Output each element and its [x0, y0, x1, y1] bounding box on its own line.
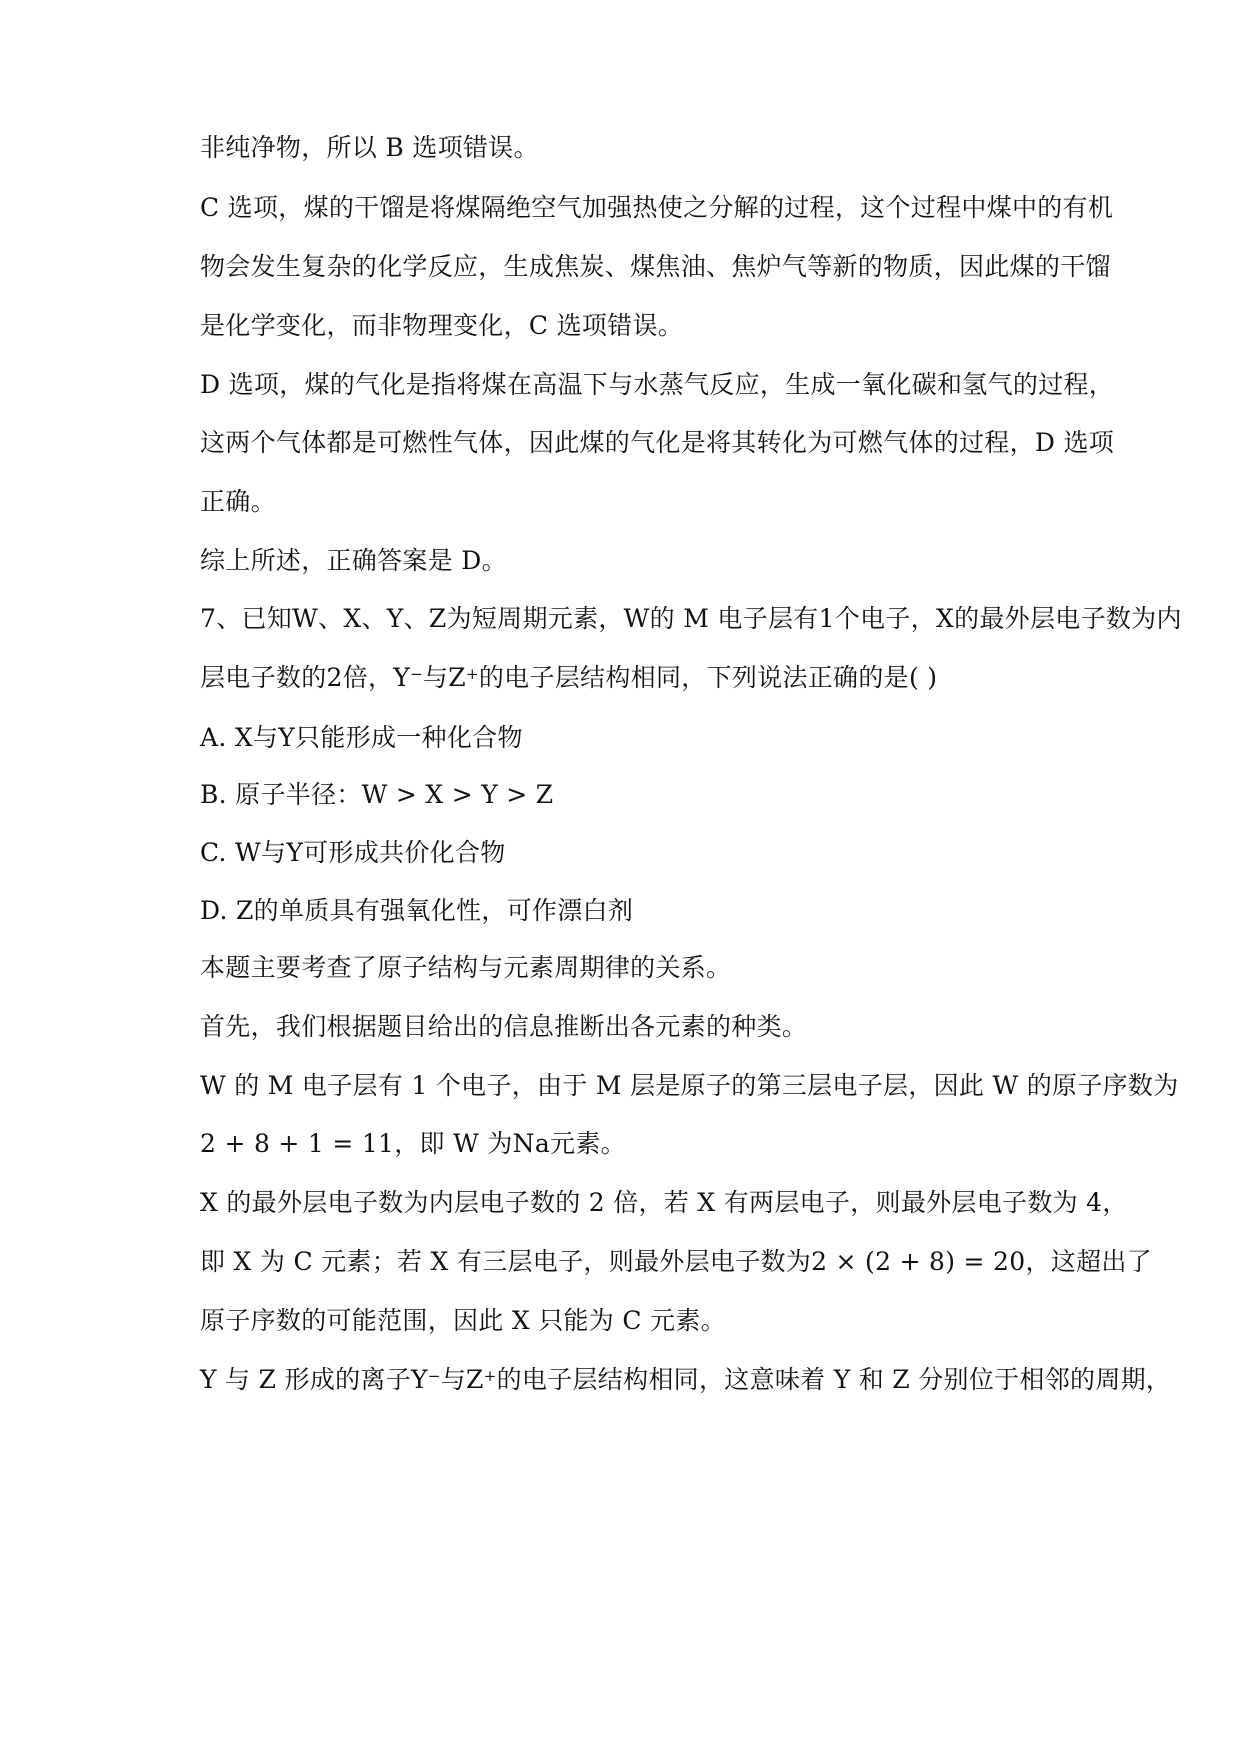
- text-line: 物会发生复杂的化学反应，生成焦炭、煤焦油、焦炉气等新的物质，因此煤的干馏: [200, 252, 1111, 281]
- text-line: C 选项，煤的干馏是将煤隔绝空气加强热使之分解的过程，这个过程中煤中的有机: [200, 193, 1114, 222]
- text-line: 这两个气体都是可燃性气体，因此煤的气化是将其转化为可燃气体的过程，D 选项: [200, 428, 1115, 457]
- superscript: −: [427, 1367, 441, 1385]
- text-line: 是化学变化，而非物理变化，C 选项错误。: [200, 311, 684, 340]
- analysis-line: 首先，我们根据题目给出的信息推断出各元素的种类。: [200, 1012, 808, 1041]
- superscript: −: [410, 665, 423, 683]
- question-text: 7、已知W、X、Y、Z为短周期元素，W的 M 电子层有1个电子，X的最外层电子数为内: [200, 604, 1182, 633]
- text-line: 非纯净物，所以 B 选项错误。: [200, 133, 539, 162]
- text-segment: 层电子数的2倍，Y: [200, 663, 411, 692]
- superscript: +: [465, 665, 479, 683]
- option-b: B. 原子半径：W > X > Y > Z: [200, 780, 554, 809]
- text-segment: 与Z: [423, 663, 466, 692]
- analysis-line: [200, 1362, 1171, 1398]
- text-line: 正确。: [200, 487, 276, 516]
- text-segment: 的电子层结构相同，下列说法正确的是( ): [478, 663, 938, 692]
- analysis-line: 原子序数的可能范围，因此 X 只能为 C 元素。: [200, 1306, 726, 1335]
- text-line: D 选项，煤的气化是指将煤在高温下与水蒸气反应，生成一氧化碳和氢气的过程，: [200, 370, 1115, 399]
- analysis-line: X 的最外层电子数为内层电子数的 2 倍，若 X 有两层电子，则最外层电子数为 4，: [200, 1188, 1128, 1217]
- text-segment: Y 与 Z 形成的离子Y: [200, 1365, 428, 1394]
- analysis-line: 本题主要考查了原子结构与元素周期律的关系。: [200, 953, 732, 982]
- text-segment: 的电子层结构相同，这意味着 Y 和 Z 分别位于相邻的周期，: [496, 1365, 1172, 1394]
- text-segment: 与Z: [440, 1365, 484, 1394]
- text-line: 综上所述，正确答案是 D。: [200, 546, 507, 575]
- analysis-line: W 的 M 电子层有 1 个电子，由于 M 层是原子的第三层电子层，因此 W 的原子序数为: [200, 1071, 1179, 1100]
- option-a: A. X与Y只能形成一种化合物: [200, 723, 523, 752]
- option-c: C. W与Y可形成共价化合物: [200, 838, 506, 867]
- option-d: D. Z的单质具有强氧化性，可作漂白剂: [200, 896, 634, 925]
- question-text: [200, 660, 937, 696]
- analysis-line: 即 X 为 C 元素；若 X 有三层电子，则最外层电子数为2 × (2 + 8) = 20，这超出了: [200, 1247, 1152, 1276]
- analysis-line: 2 + 8 + 1 = 11，即 W 为Na元素。: [200, 1129, 626, 1158]
- superscript: +: [483, 1367, 497, 1385]
